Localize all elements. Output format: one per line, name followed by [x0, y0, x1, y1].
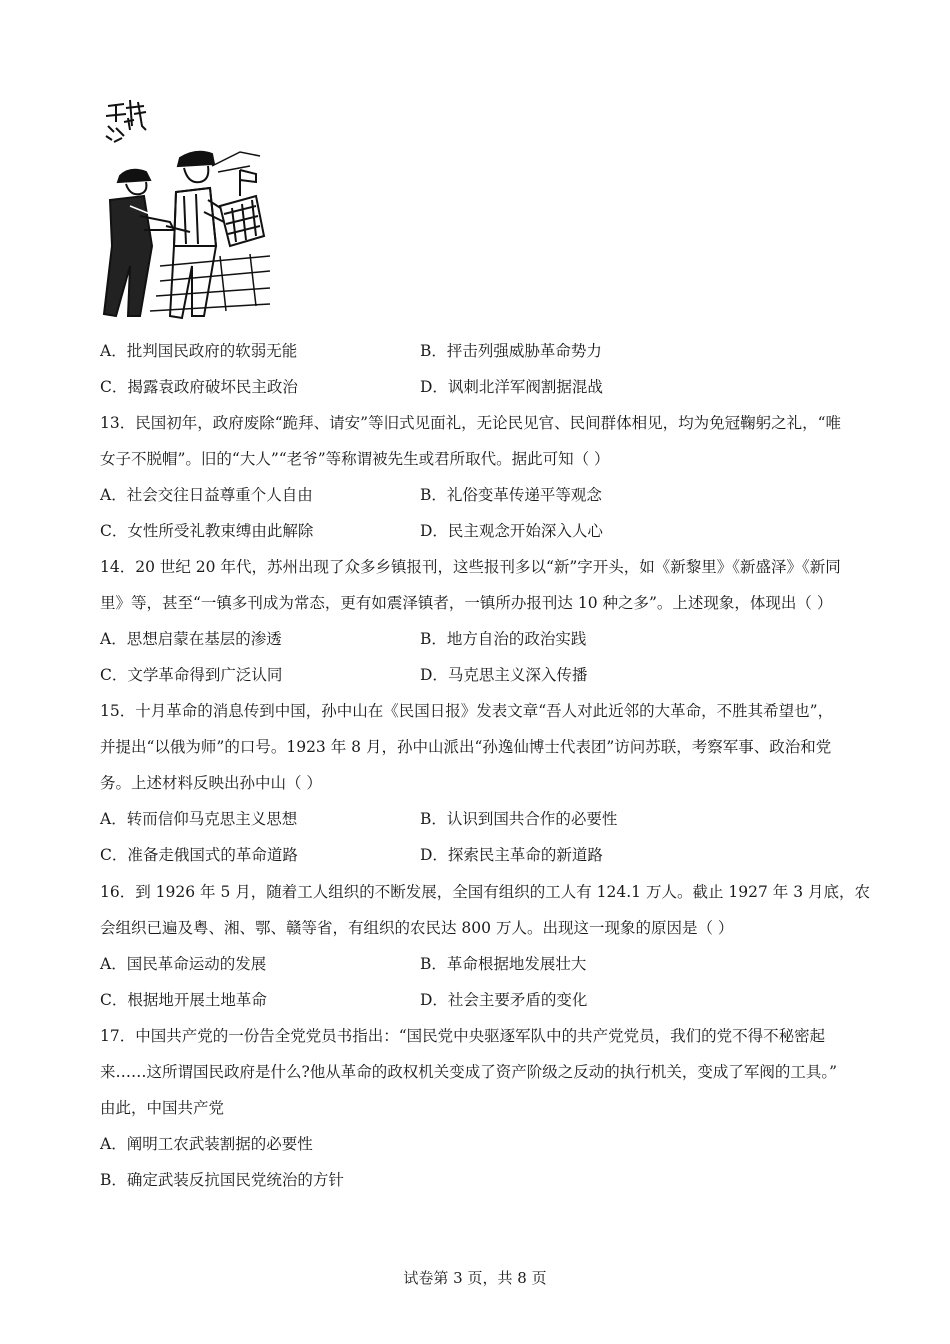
- q16-option-b: B．革命根据地发展壮大: [420, 955, 587, 973]
- q16-stem-line-2: 会组织已遍及粤、湘、鄂、赣等省，有组织的农民达 800 万人。出现这一现象的原因是（ ）: [100, 919, 734, 937]
- q17-option-a: A．阐明工农武装割据的必要性: [100, 1135, 313, 1153]
- q14-stem-line-2: 里》等，甚至“一镇多刊成为常态，更有如震泽镇者，一镇所办报刊达 10 种之多”。上述现象，体现出（ ）: [100, 594, 833, 612]
- q14-stem-line-1: 14．20 世纪 20 年代，苏州出现了众多乡镇报刊，这些报刊多以“新”字开头，如《新黎里》《新盛泽》《新同: [100, 558, 841, 576]
- q12-option-b: B．抨击列强威胁革命势力: [420, 342, 602, 360]
- cartoon-building: [220, 170, 264, 246]
- q16-option-d: D．社会主要矛盾的变化: [420, 991, 588, 1009]
- q14-option-b: B．地方自治的政治实践: [420, 630, 587, 648]
- page-footer: 试卷第 3 页，共 8 页: [403, 1269, 547, 1287]
- cartoon-signature: [106, 100, 146, 142]
- q13-option-c: C．女性所受礼教束缚由此解除: [100, 522, 314, 540]
- q15-stem-line-1: 15．十月革命的消息传到中国，孙中山在《民国日报》发表文章“吾人对此近邻的大革命，不胜其希望也”，: [100, 702, 834, 720]
- q15-option-c: C．准备走俄国式的革命道路: [100, 846, 298, 864]
- q16-stem-line-1: 16．到 1926 年 5 月，随着工人组织的不断发展，全国有组织的工人有 124.1 万人。截止 1927 年 3 月底，农: [100, 883, 870, 901]
- q12-option-a: A．批判国民政府的软弱无能: [100, 342, 298, 360]
- q12-option-c: C．揭露袁政府破坏民主政治: [100, 378, 298, 396]
- q13-option-a: A．社会交往日益尊重个人自由: [100, 486, 313, 504]
- q15-option-a: A．转而信仰马克思主义思想: [100, 810, 298, 828]
- q15-option-d: D．探索民主革命的新道路: [420, 846, 603, 864]
- q13-option-d: D．民主观念开始深入人心: [420, 522, 603, 540]
- q15-stem-line-2: 并提出“以俄为师”的口号。1923 年 8 月，孙中山派出“孙逸仙博士代表团”访问苏联，考察军事、政治和党: [100, 738, 832, 756]
- q13-option-b: B．礼俗变革传递平等观念: [420, 486, 602, 504]
- q17-stem-line-1: 17．中国共产党的一份告全党党员书指出：“国民党中央驱逐军队中的共产党党员，我们的党不得不秘密起: [100, 1027, 826, 1045]
- q13-stem-line-2: 女子不脱帽”。旧的“大人”“老爷”等称谓被先生或君所取代。据此可知（ ）: [100, 450, 610, 468]
- q17-stem-line-2: 来……这所谓国民政府是什么?他从革命的政权机关变成了资产阶级之反动的执行机关，变成了军阀的工具。”: [100, 1063, 837, 1081]
- q15-option-b: B．认识到国共合作的必要性: [420, 810, 618, 828]
- cartoon-left-figure: [104, 170, 174, 316]
- q16-option-a: A．国民革命运动的发展: [100, 955, 267, 973]
- q12-option-d: D．讽刺北洋军阀割据混战: [420, 378, 603, 396]
- q17-option-b: B．确定武装反抗国民党统治的方针: [100, 1171, 344, 1189]
- political-cartoon-image: [100, 96, 270, 328]
- q14-option-a: A．思想启蒙在基层的渗透: [100, 630, 282, 648]
- q14-option-d: D．马克思主义深入传播: [420, 666, 588, 684]
- q16-option-c: C．根据地开展土地革命: [100, 991, 267, 1009]
- q15-stem-line-3: 务。上述材料反映出孙中山（ ）: [100, 774, 322, 792]
- q17-stem-line-3: 由此，中国共产党: [100, 1099, 225, 1117]
- q13-stem-line-1: 13．民国初年，政府废除“跪拜、请安”等旧式见面礼，无论民见官、民间群体相见，均为免冠鞠躬之礼，“唯: [100, 414, 841, 432]
- q14-option-c: C．文学革命得到广泛认同: [100, 666, 283, 684]
